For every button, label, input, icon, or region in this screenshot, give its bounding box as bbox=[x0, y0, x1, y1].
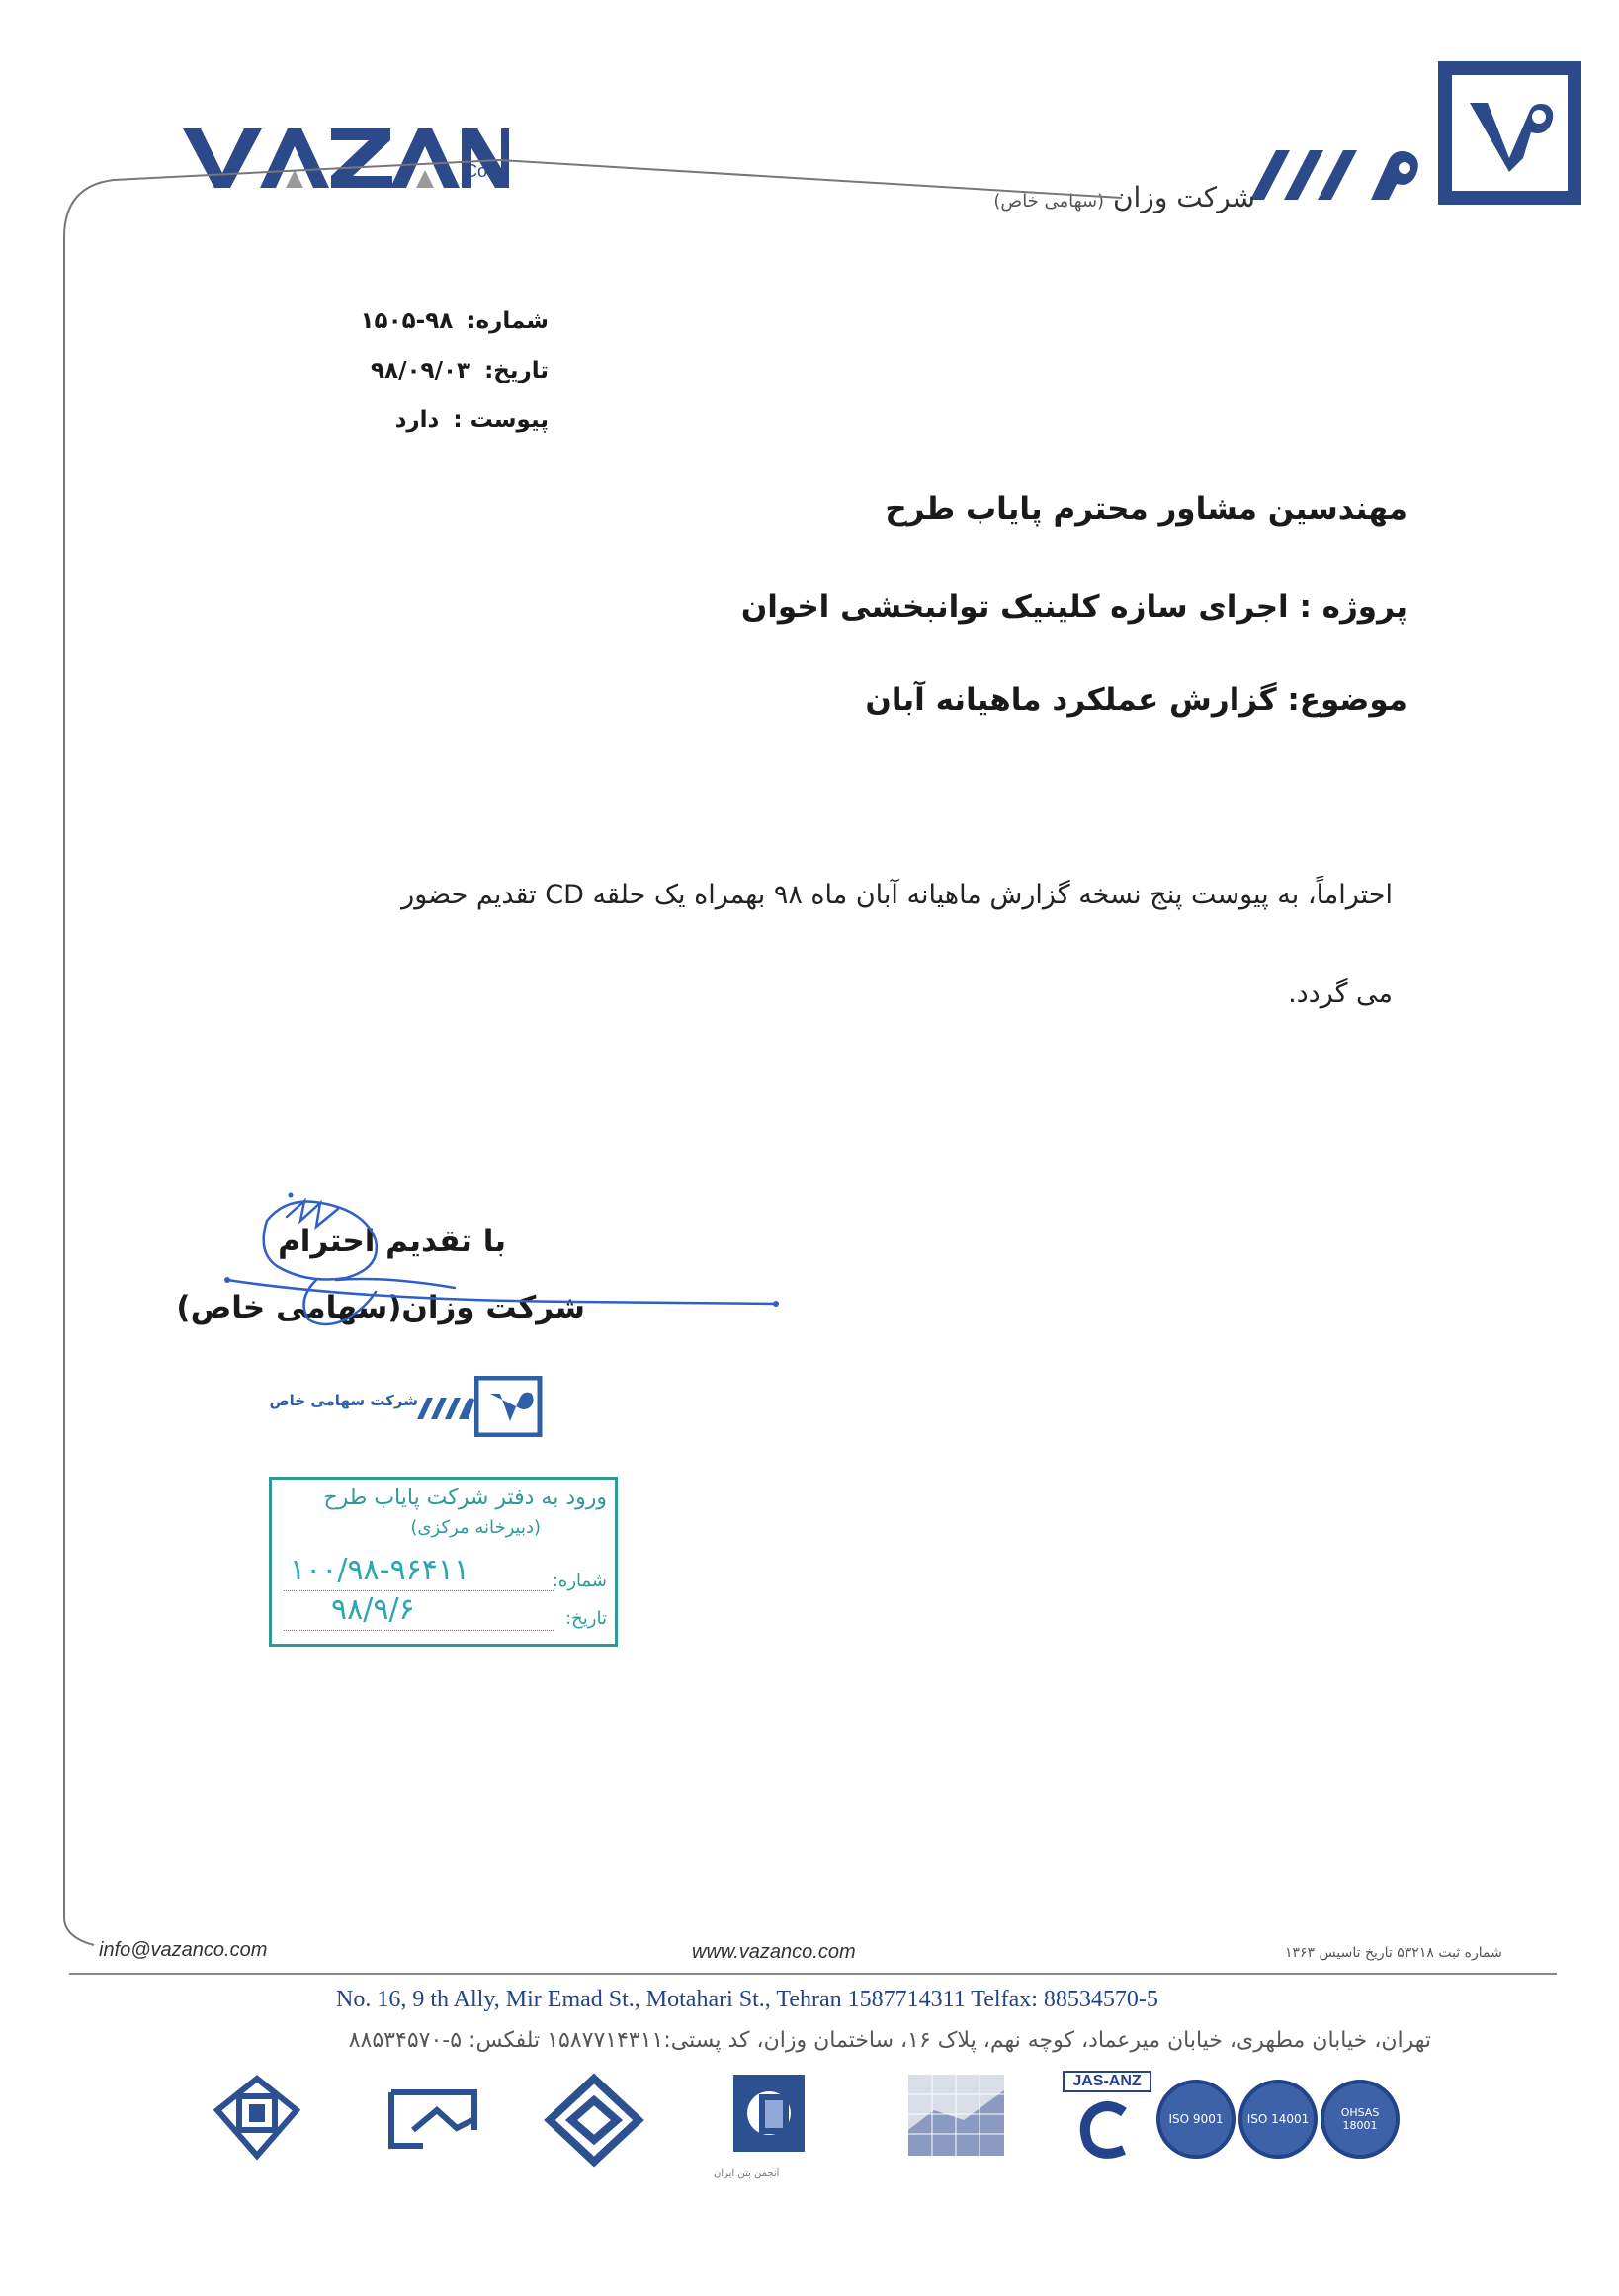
reception-date-label: تاریخ: bbox=[565, 1608, 607, 1629]
association-badge-5-icon bbox=[904, 2071, 1008, 2179]
footer-divider bbox=[69, 1973, 1557, 1975]
association-badge-3-icon bbox=[540, 2071, 648, 2179]
ohsas-badge bbox=[1321, 2080, 1400, 2159]
jas-anz-badge bbox=[1063, 2071, 1151, 2179]
reception-stamp bbox=[269, 1477, 618, 1647]
footer-registration: شماره ثبت ۵۳۲۱۸ تاریخ تاسیس ۱۳۶۳ bbox=[1285, 1945, 1502, 1961]
concrete-association-icon bbox=[729, 2071, 809, 2179]
footer-website[interactable]: www.vazanco.com bbox=[692, 1941, 856, 1963]
date-value: ۹۸/۰۹/۰۳ bbox=[371, 358, 471, 383]
number-value: ۹۸-۱۵۰۵ bbox=[360, 308, 454, 334]
reception-date-value: ۹۸/۹/۶ bbox=[331, 1592, 415, 1627]
association-badge-2-icon bbox=[383, 2071, 482, 2179]
iso-9001-badge bbox=[1156, 2080, 1236, 2159]
closing-signatory: شرکت وزان(سهامی خاص) bbox=[176, 1290, 585, 1325]
reception-subtitle: (دبیرخانه مرکزی) bbox=[410, 1517, 541, 1538]
company-type: (سهامی خاص) bbox=[993, 191, 1105, 212]
ohsas-label: OHSAS 18001 bbox=[1340, 2106, 1380, 2132]
letter-date bbox=[297, 358, 549, 383]
association-badge-1-icon bbox=[208, 2071, 306, 2179]
reception-number-label: شماره: bbox=[552, 1571, 607, 1591]
reception-number-value: ۱۰۰/۹۸-۹۶۴۱۱ bbox=[290, 1553, 470, 1587]
footer-email[interactable]: info@vazanco.com bbox=[99, 1939, 268, 1961]
subject-line: موضوع: گزارش عملکرد ماهیانه آبان bbox=[865, 682, 1407, 718]
letter-number bbox=[297, 308, 549, 334]
jas-anz-c-icon bbox=[1063, 2092, 1151, 2171]
attachment-value: دارد bbox=[394, 407, 440, 433]
stamp-company-text: شرکت سهامی خاص bbox=[269, 1392, 418, 1409]
iso-9001-label: ISO 9001 bbox=[1168, 2112, 1224, 2126]
brand-suffix: Co. bbox=[465, 161, 493, 181]
footer-address-fa: تهران، خیابان مطهری، خیابان میرعماد، کوچه نهم، پلاک ۱۶، ساختمان وزان، کد پستی:۱۵۸۷۷۱۴۳۱۱ تلفکس: ۵-۸۸۵۳۴۵۷۰ bbox=[348, 2028, 1431, 2053]
number-label: شماره: bbox=[467, 308, 549, 334]
project-line: پروژه : اجرای سازه کلینیک توانبخشی اخوان bbox=[740, 589, 1407, 625]
concrete-association-caption: انجمن بتن ایران bbox=[714, 2168, 780, 2179]
reception-date-line bbox=[284, 1630, 554, 1631]
body-line-2: می گردد. bbox=[1288, 978, 1393, 1009]
cert-brand: JAS-ANZ bbox=[1063, 2071, 1151, 2092]
recipient: مهندسین مشاور محترم پایاب طرح bbox=[885, 491, 1407, 527]
footer-address-en: No. 16, 9 th Ally, Mir Emad St., Motahari St., Tehran 1587714311 Telfax: 88534570-5 bbox=[336, 1987, 1158, 2012]
handwritten-signature bbox=[198, 1181, 791, 1344]
stamp-logo-icon bbox=[474, 1376, 544, 1437]
reception-number-line bbox=[284, 1590, 554, 1591]
iso-14001-badge bbox=[1238, 2080, 1318, 2159]
letter-attachment bbox=[297, 407, 549, 433]
body-line-1: احتراماً، به پیوست پنج نسخه گزارش ماهیانه آبان ماه ۹۸ بهمراه یک حلقه CD تقدیم حضور bbox=[401, 880, 1393, 910]
iso-14001-label: ISO 14001 bbox=[1246, 2112, 1310, 2126]
attachment-label: پیوست : bbox=[453, 407, 549, 433]
date-label: تاریخ: bbox=[484, 358, 549, 383]
company-name: شرکت وزان bbox=[1112, 181, 1255, 213]
reception-title: ورود به دفتر شرکت پایاب طرح bbox=[323, 1486, 607, 1510]
letterhead-frame bbox=[54, 158, 1596, 1957]
closing-regards: با تقدیم احترام bbox=[278, 1224, 506, 1259]
stamp-brand-mark bbox=[415, 1394, 474, 1423]
